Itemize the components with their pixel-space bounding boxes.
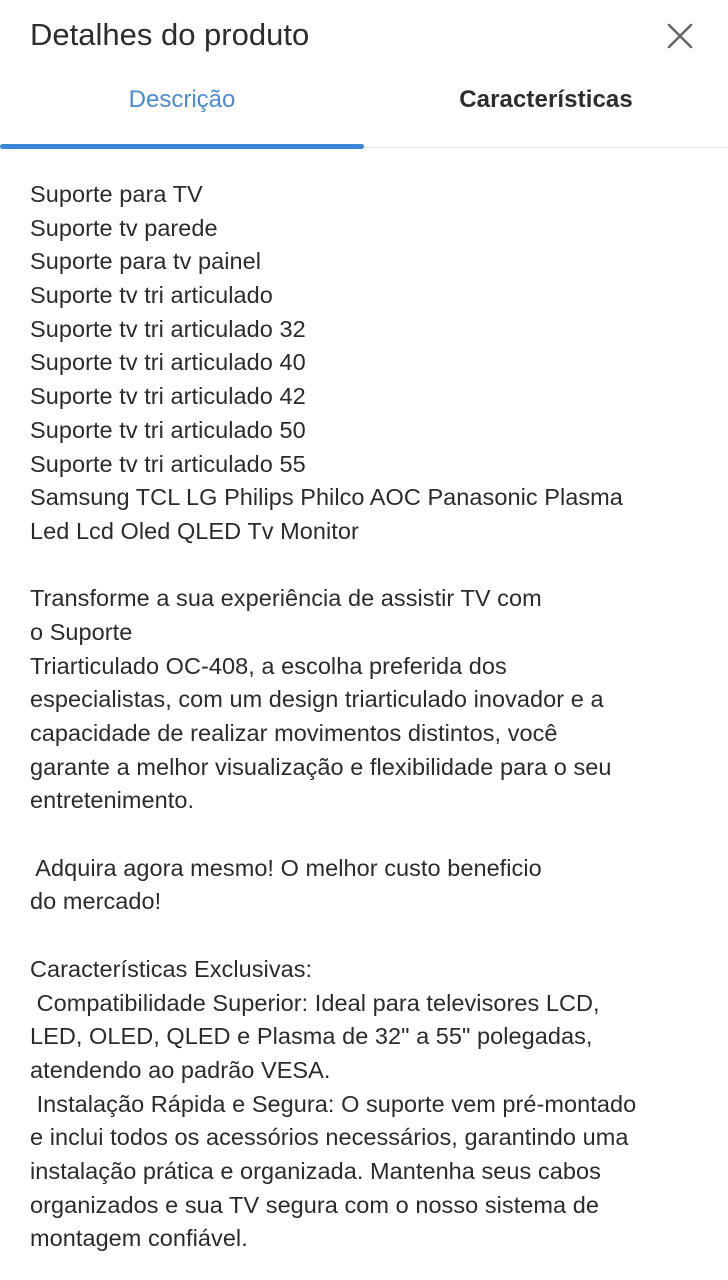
description-line: montagem confiável. (30, 1225, 248, 1252)
description-line: LED, OLED, QLED e Plasma de 32" a 55" polegadas, (30, 1023, 593, 1050)
blank-line (30, 818, 710, 852)
description-line: Suporte tv tri articulado 32 (30, 315, 306, 342)
description-line: e inclui todos os acessórios necessários, garantindo uma (30, 1124, 629, 1151)
description-line: capacidade de realizar movimentos distintos, você (30, 720, 558, 746)
description-line: organizados e sua TV segura com o nosso sistema de (30, 1191, 599, 1218)
description-line: Suporte para tv painel (30, 248, 262, 275)
product-description (30, 178, 710, 1256)
description-line: Instalação Rápida e Segura: O suporte vem pré-montado (30, 1090, 637, 1117)
description-line: Transforme a sua experiência de assistir TV com (30, 585, 542, 612)
description-line: Led Lcd Oled QLED Tv Monitor (30, 517, 359, 544)
description-line: atendendo ao padrão VESA. (30, 1056, 331, 1083)
description-line: Suporte tv tri articulado 42 (30, 383, 306, 410)
description-line: Suporte tv tri articulado 55 (30, 450, 306, 477)
description-line: instalação prática e organizada. Mantenha seus cabos (30, 1157, 601, 1184)
description-line: entretenimento. (30, 787, 195, 814)
tab-caracteristicas[interactable]: Características (459, 86, 633, 113)
description-line: especialistas, com um design triarticulado inovador e a (30, 686, 604, 713)
description-line: Triarticulado OC-408, a escolha preferida dos (30, 652, 507, 679)
tab-bar (0, 72, 728, 150)
active-tab-indicator (0, 144, 364, 149)
description-line: Suporte tv tri articulado 50 (30, 416, 306, 443)
description-line: Suporte tv tri articulado 40 (30, 349, 306, 376)
description-line: Características Exclusivas: (30, 955, 313, 982)
close-icon (662, 18, 698, 54)
description-line: Suporte para TV (30, 181, 203, 207)
close-button[interactable] (662, 18, 698, 54)
modal-header (0, 0, 728, 72)
description-line: Samsung TCL LG Philips Philco AOC Panasonic Plasma (30, 484, 623, 511)
description-line: Suporte tv tri articulado (30, 282, 273, 309)
description-line: do mercado! (30, 888, 162, 915)
description-line: Compatibilidade Superior: Ideal para televisores LCD, (30, 989, 600, 1016)
blank-line (30, 919, 710, 953)
description-line: Suporte tv parede (30, 214, 218, 241)
description-line: garante a melhor visualização e flexibilidade para o seu (30, 753, 612, 780)
description-line: Adquira agora mesmo! O melhor custo beneficio (30, 854, 542, 881)
blank-line (30, 549, 710, 583)
page-title: Detalhes do produto (30, 17, 310, 52)
description-line: o Suporte (30, 618, 133, 645)
tab-descricao[interactable]: Descrição (128, 86, 236, 113)
